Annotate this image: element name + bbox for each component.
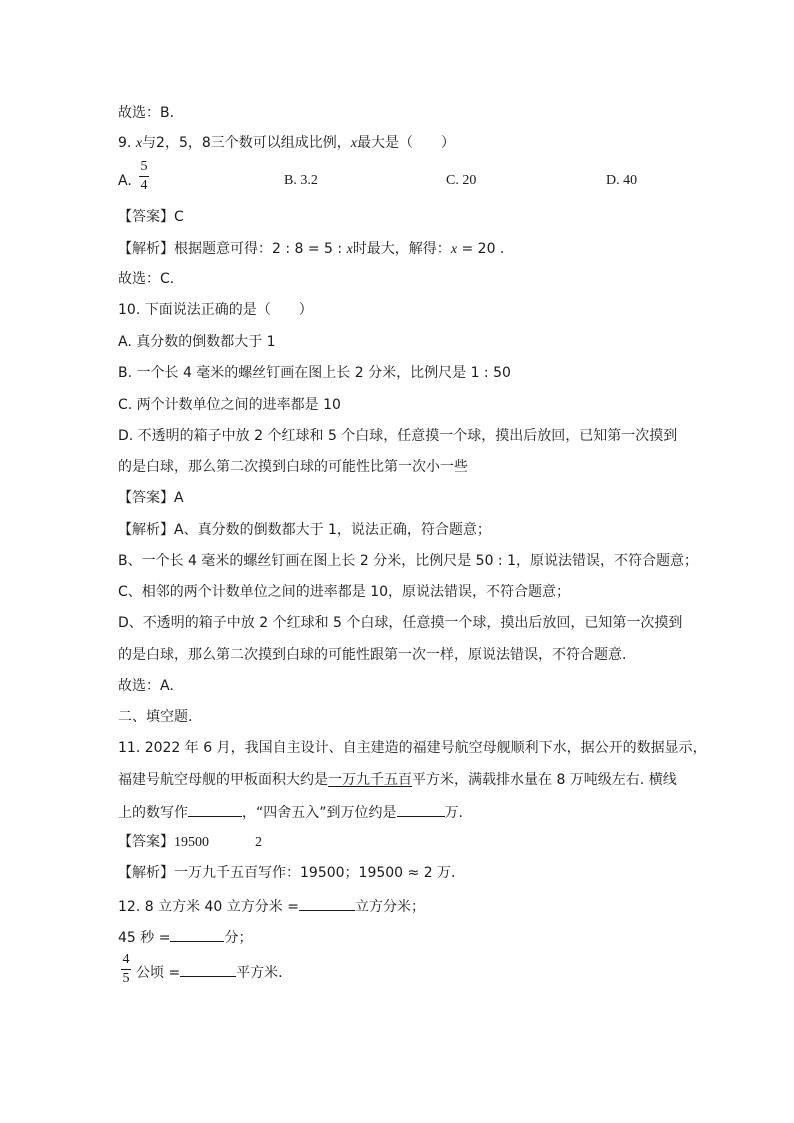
question-12-line1 — [118, 896, 425, 916]
question-text: 分； — [224, 930, 253, 946]
analysis-q10-d2: 的是白球，那么第二次摸到白球的可能性跟第一次一样，原说法错误，不符合题意. — [118, 647, 627, 663]
option-d: D. 40 — [606, 173, 638, 188]
question-text: 最大是（ ） — [356, 135, 455, 151]
answer-label: 【答案】 — [118, 834, 174, 850]
question-11-line3 — [118, 802, 463, 822]
analysis-text: 【解析】根据题意可得：2 : 8 = 5 : — [118, 241, 347, 257]
variable-x: x — [346, 242, 353, 257]
answer-q9: 【答案】C — [118, 209, 184, 225]
fraction-bar — [121, 969, 131, 970]
option-a-label: A. — [118, 173, 132, 189]
option-d-line2: 的是白球，那么第二次摸到白球的可能性比第一次小一些 — [118, 459, 468, 475]
fill-blank[interactable] — [180, 962, 236, 977]
conclusion-q10: 故选：A. — [118, 678, 174, 694]
answer-value-1: 19500 — [174, 835, 209, 850]
question-text: 平方米. — [236, 965, 283, 981]
question-11-line2 — [118, 771, 677, 789]
analysis-q10-d1: D、不透明的箱子中放 2 个红球和 5 个白球，任意摸一个球，摸出后放回，已知第一次摸到 — [118, 615, 683, 631]
option-a-fraction — [139, 159, 149, 194]
numerator: 5 — [140, 159, 148, 174]
denominator: 4 — [140, 178, 148, 193]
option-b: B. 一个长 4 毫米的螺丝钉画在图上长 2 分米，比例尺是 1 : 50 — [118, 365, 511, 381]
answer-q10: 【答案】A — [118, 490, 184, 506]
fill-blank[interactable] — [170, 927, 224, 942]
question-text: 平方米，满载排水量在 8 万吨级左右. 横线 — [412, 772, 677, 788]
analysis-q10-b: B、一个长 4 毫米的螺丝钉画在图上长 2 分米，比例尺是 50 : 1，原说法错误，不符合题意； — [118, 553, 699, 569]
analysis-q9 — [118, 240, 504, 259]
question-text: 福建号航空母舰的甲板面积大约是 — [118, 772, 328, 788]
numerator: 4 — [122, 952, 130, 967]
option-c: C. 两个计数单位之间的进率都是 10 — [118, 397, 341, 413]
question-12-line2 — [118, 927, 252, 947]
fraction-bar — [139, 176, 149, 177]
option-a: A. 真分数的倒数都大于 1 — [118, 334, 276, 350]
variable-x: x — [450, 242, 458, 257]
question-10-stem: 10. 下面说法正确的是（ ） — [118, 302, 313, 318]
answer-conclusion-q8: 故选：B. — [118, 105, 175, 121]
question-12-line3 — [136, 962, 283, 982]
conclusion-q9: 故选：C. — [118, 271, 175, 287]
underlined-number: 一万九千五百 — [328, 772, 412, 788]
section-heading: 二、填空题. — [118, 709, 193, 725]
question-text: 立方分米； — [354, 899, 425, 915]
question-text: 45 秒 = — [118, 930, 171, 946]
fill-blank[interactable] — [299, 896, 355, 911]
question-text: 万. — [444, 805, 463, 821]
fill-blank[interactable] — [188, 802, 242, 817]
question-text: 上的数写作 — [118, 805, 188, 821]
analysis-text: 时最大，解得： — [352, 241, 451, 257]
question-11-line1: 11. 2022 年 6 月，我国自主设计、自主建造的福建号航空母舰顺利下水，据公开的数据显示， — [118, 740, 707, 756]
fill-blank[interactable] — [397, 802, 445, 817]
option-c: C. 20 — [446, 173, 477, 188]
analysis-q11: 【解析】一万九千五百写作：19500；19500 ≈ 2 万. — [118, 865, 456, 881]
analysis-q10-a: 【解析】A、真分数的倒数都大于 1，说法正确，符合题意； — [118, 522, 491, 538]
question-9-stem — [118, 134, 455, 153]
analysis-result: = 20 . — [457, 241, 505, 257]
question-12-fraction — [121, 952, 131, 987]
option-b: B. 3.2 — [284, 173, 318, 188]
question-text: 12. 8 立方米 40 立方分米 = — [118, 899, 299, 915]
question-text: 公顷 = — [136, 965, 181, 981]
analysis-q10-c: C、相邻的两个计数单位之间的进率都是 10，原说法错误，不符合题意； — [118, 584, 571, 600]
option-d-line1: D. 不透明的箱子中放 2 个红球和 5 个白球，任意摸一个球，摸出后放回，已知第一次摸到 — [118, 428, 678, 444]
question-text: ，“四舍五入”到万位约是 — [242, 805, 397, 821]
variable-x: x — [135, 136, 143, 151]
answer-value-2: 2 — [255, 835, 262, 850]
denominator: 5 — [122, 971, 130, 986]
question-number: 9. — [118, 135, 132, 151]
answer-q11 — [118, 833, 262, 852]
variable-x: x — [350, 136, 357, 151]
question-text: 与2，5，8三个数可以组成比例， — [142, 135, 351, 151]
